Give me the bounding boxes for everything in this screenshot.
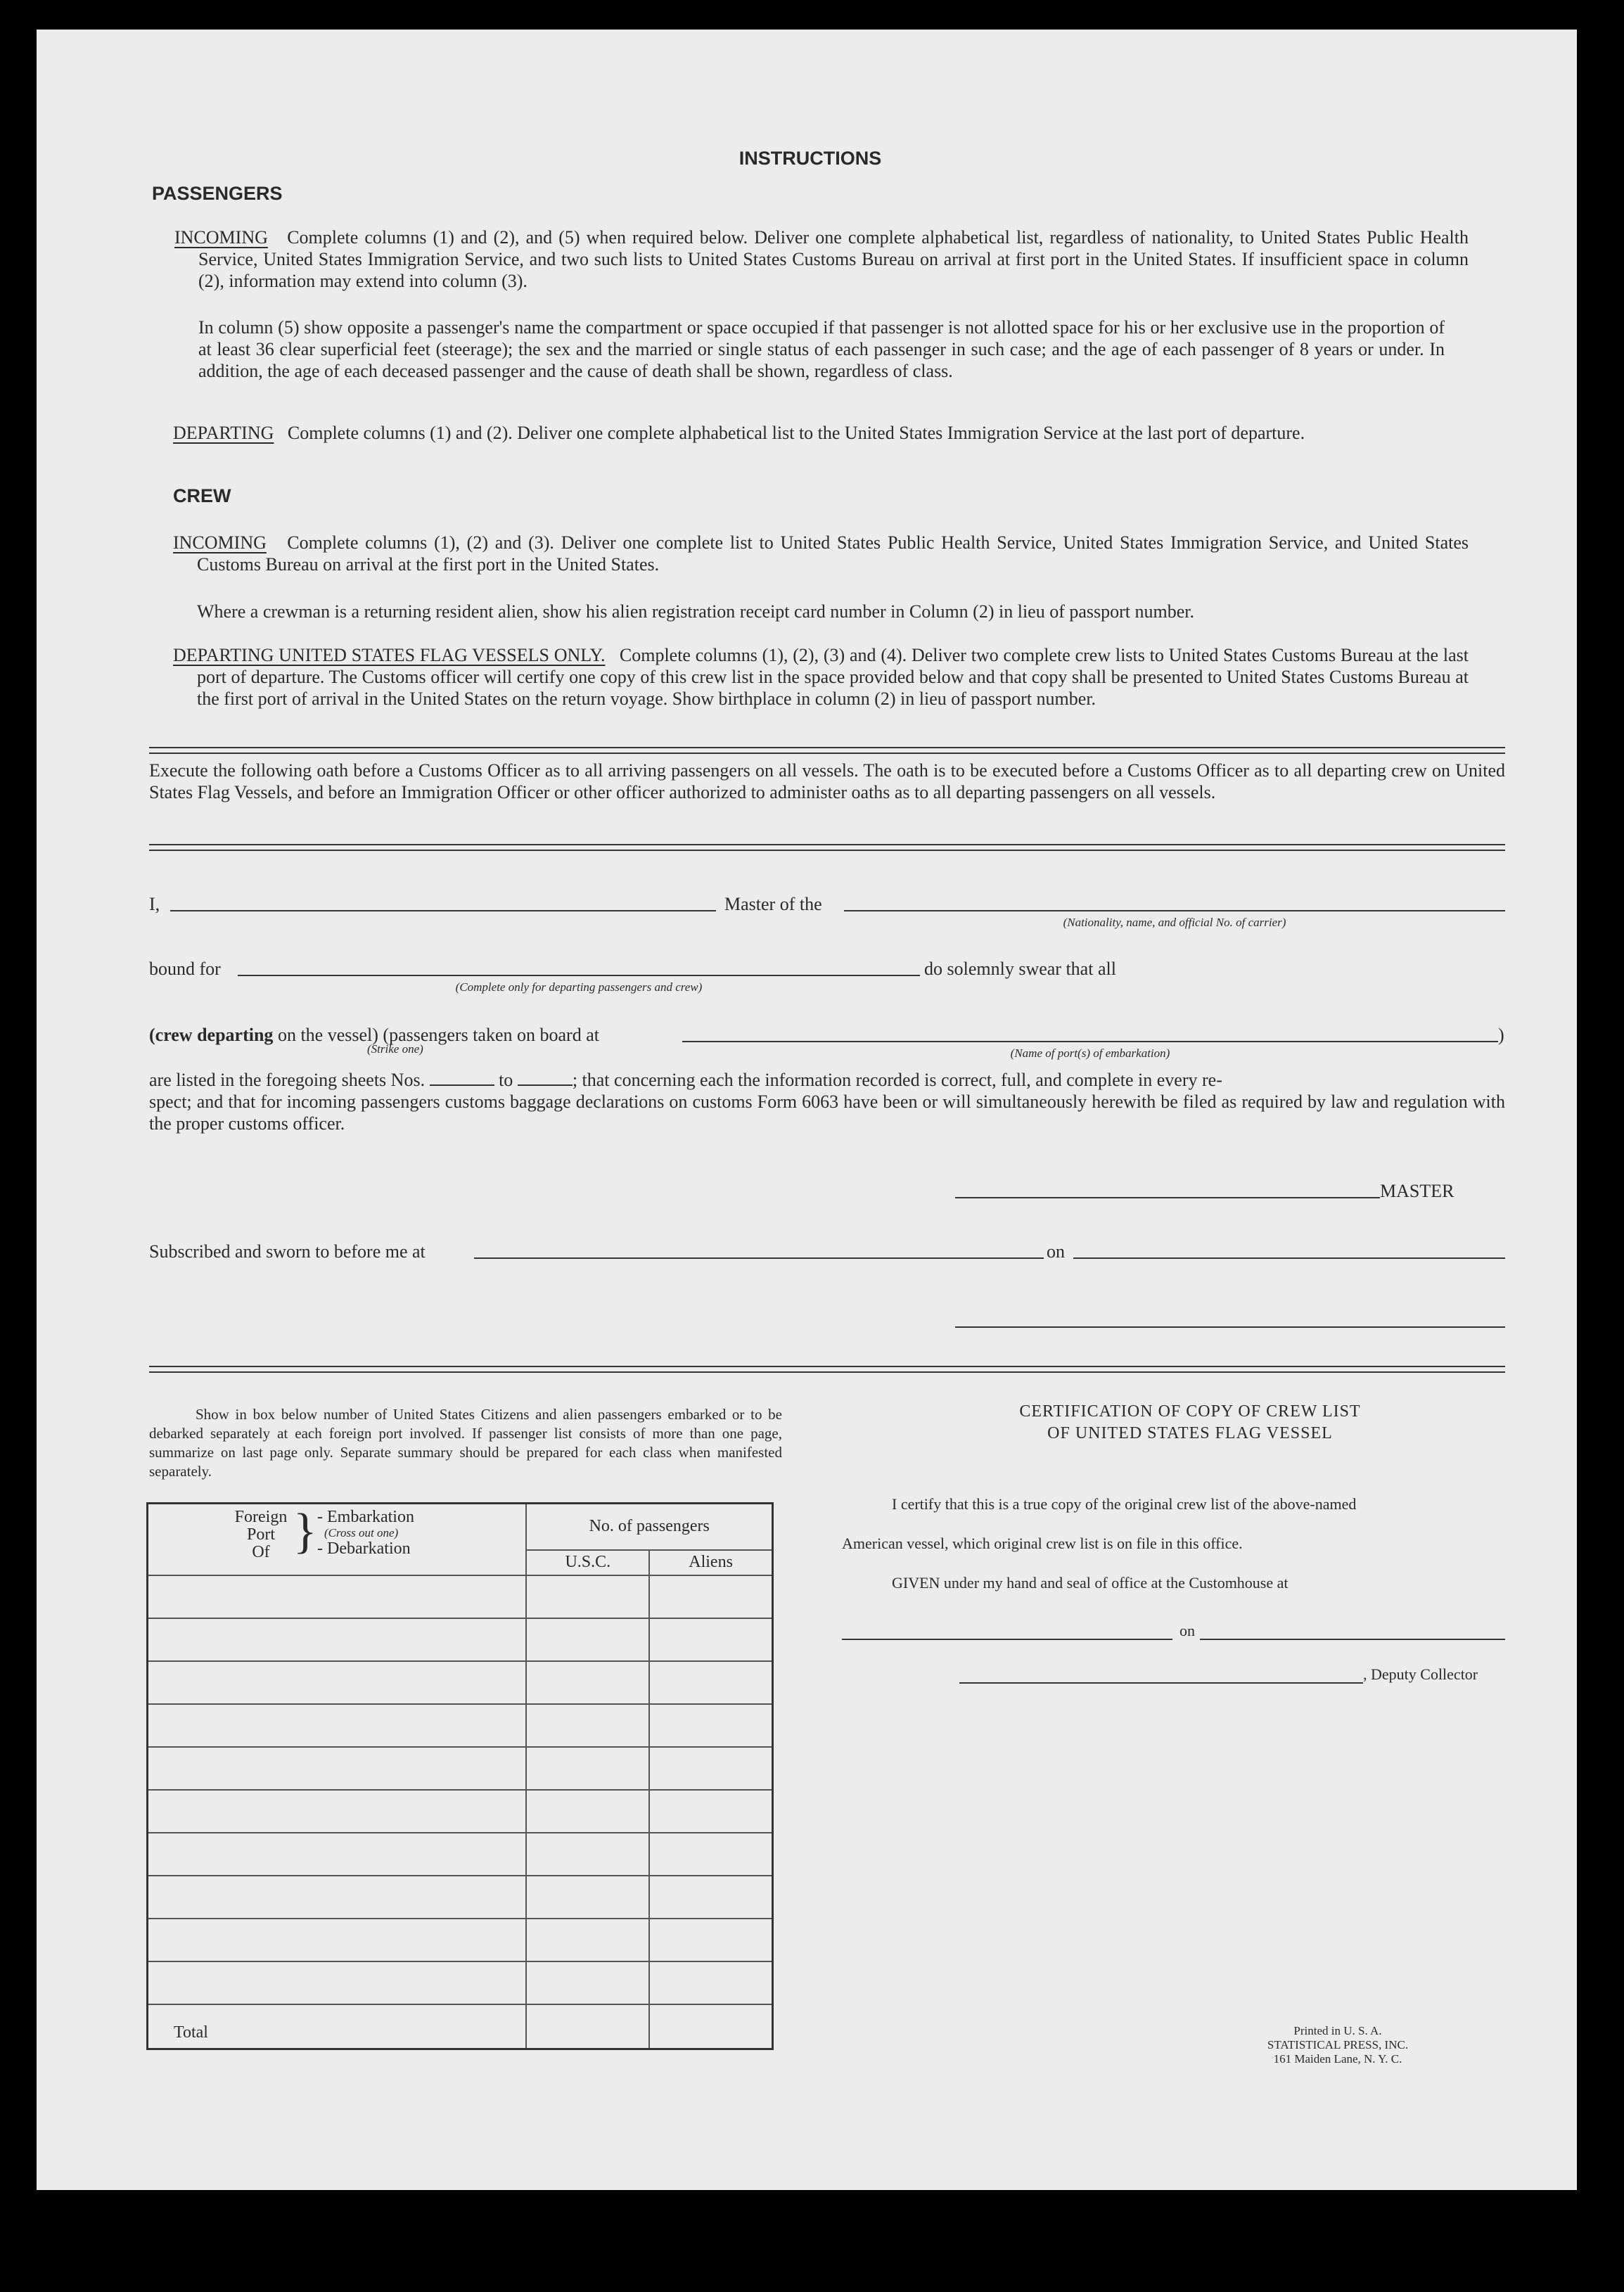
certification-title — [867, 1401, 1514, 1445]
embarkation-note: (Name of port(s) of embarkation) — [1010, 1046, 1170, 1060]
crew-heading: CREW — [173, 485, 231, 506]
aliens-cell[interactable] — [649, 1876, 772, 1919]
total-label: Total — [148, 2004, 527, 2049]
instructions-title: INSTRUCTIONS — [739, 148, 882, 169]
aliens-cell[interactable] — [649, 1575, 772, 1618]
table-row — [148, 1790, 773, 1833]
printer-line-3: 161 Maiden Lane, N. Y. C. — [1273, 2052, 1402, 2066]
master-label: MASTER — [1380, 1181, 1454, 1201]
form-page — [37, 30, 1577, 2190]
no-of-passengers-header: No. of passengers — [526, 1504, 772, 1550]
passenger-summary-table — [146, 1502, 774, 2050]
port-cell[interactable] — [148, 1919, 527, 1961]
subscribed-place-field[interactable] — [474, 1257, 1044, 1259]
crew-departing-label: DEPARTING UNITED STATES FLAG VESSELS ONLY. — [173, 645, 606, 665]
of-label: Of — [252, 1543, 270, 1561]
oath-intro: Execute the following oath before a Customs Officer as to all arriving passengers on all vessels. The oath is to be executed before a Customs Officer as to all departing crew on United States Flag Vessels, and before an Immigration Officer or other officer authorized to administer oaths as to all departing passengers on all vessels. — [149, 760, 1505, 802]
passengers-heading: PASSENGERS — [152, 183, 283, 204]
aliens-cell[interactable] — [649, 1618, 772, 1661]
debarkation-option[interactable]: - Debarkation — [317, 1539, 411, 1558]
aliens-cell[interactable] — [649, 1961, 772, 2004]
crew-incoming-paragraph — [173, 532, 1469, 575]
certification-line-1: I certify that this is a true copy of the original crew list of the above-named — [892, 1495, 1357, 1513]
crew-incoming-text: Complete columns (1), (2) and (3). Deliver one complete list to United States Public Health Service, United States Immigration Service, and United States Customs Bureau on arrival at the first port in the United States. — [197, 532, 1469, 575]
table-row — [148, 1661, 773, 1704]
listed-text-1: are listed in the foregoing sheets Nos. — [149, 1070, 426, 1090]
passengers-incoming-label: INCOMING — [174, 227, 268, 248]
certification-line-2: American vessel, which original crew list is on file in this office. — [842, 1535, 1243, 1552]
aliens-cell[interactable] — [649, 1790, 772, 1833]
sheet-from-field[interactable] — [430, 1084, 494, 1086]
passengers-departing-text: Complete columns (1) and (2). Deliver one complete alphabetical list to the United States Immigration Service at the last port of departure. — [287, 423, 1305, 443]
oath-i-label: I, — [149, 894, 160, 914]
crew-alien-paragraph: Where a crewman is a returning resident alien, show his alien registration receipt card number in Column (2) in lieu of passport number. — [197, 601, 1195, 622]
divider-oath — [149, 844, 1505, 851]
certification-on-label: on — [1179, 1622, 1195, 1639]
listed-text-3: spect; and that for incoming passengers customs baggage declarations on customs Form 6063 have been or will simultaneously herewith be filed as required by law and regulation with the proper customs officer. — [149, 1091, 1505, 1134]
summary-instructions: Show in box below number of United States Citizens and alien passengers embarked or to be debarked separately at each foreign port involved. If passenger list consists of more than one page, summarize on last page only. Separate summary should be prepared for each class when manifested separately. — [149, 1406, 782, 1480]
aliens-cell[interactable] — [649, 1704, 772, 1747]
swear-text: do solemnly swear that all — [924, 959, 1116, 979]
printer-imprint — [1232, 2024, 1443, 2066]
crew-incoming-label: INCOMING — [173, 532, 267, 553]
table-row — [148, 1575, 773, 1618]
carrier-field[interactable] — [844, 910, 1505, 911]
embarkation-port-field[interactable] — [682, 1041, 1498, 1042]
table-row — [148, 1961, 773, 2004]
port-cell[interactable] — [148, 1575, 527, 1618]
brace-glyph: } — [293, 1504, 317, 1558]
usc-cell[interactable] — [526, 1876, 649, 1919]
aliens-cell[interactable] — [649, 1833, 772, 1876]
table-row — [148, 1618, 773, 1661]
table-row — [148, 1919, 773, 1961]
listed-text-2: ; that concerning each the information recorded is correct, full, and complete in every re- — [572, 1070, 1222, 1090]
aliens-cell[interactable] — [649, 1661, 772, 1704]
printer-line-1: Printed in U. S. A. — [1293, 2024, 1382, 2037]
passengers-taken-option[interactable]: (passengers taken on board at — [383, 1025, 599, 1045]
usc-cell[interactable] — [526, 1661, 649, 1704]
subscribed-label: Subscribed and sworn to before me at — [149, 1241, 426, 1262]
usc-cell[interactable] — [526, 1961, 649, 2004]
certification-line-3: GIVEN under my hand and seal of office at the Customhouse at — [892, 1574, 1289, 1592]
aliens-cell[interactable] — [649, 1919, 772, 1961]
certification-date-field[interactable] — [1200, 1639, 1505, 1640]
port-cell[interactable] — [148, 1661, 527, 1704]
table-row — [148, 1747, 773, 1790]
bound-for-note: (Complete only for departing passengers and crew) — [455, 980, 703, 994]
listed-line-1 — [149, 1069, 1222, 1091]
aliens-cell[interactable] — [649, 1747, 772, 1790]
on-the-vessel: on the vessel) — [277, 1025, 378, 1045]
crew-departing-option[interactable]: (crew departing — [149, 1025, 274, 1045]
sheet-to-field[interactable] — [518, 1084, 573, 1086]
table-row — [148, 1833, 773, 1876]
total-row — [148, 2004, 773, 2049]
deputy-collector-signature-field[interactable] — [959, 1682, 1363, 1684]
subscribed-date-field[interactable] — [1073, 1257, 1505, 1259]
passengers-departing-paragraph — [173, 422, 1469, 444]
port-cell[interactable] — [148, 1876, 527, 1919]
table-row — [148, 1876, 773, 1919]
crew-departing-paragraph — [173, 644, 1469, 710]
usc-cell[interactable] — [526, 1833, 649, 1876]
crew-departing-text: Complete columns (1), (2), (3) and (4). Deliver two complete crew lists to United States Customs Bureau at the last port of departure. The Customs officer will certify one copy of this crew list in the space provided below and that copy shall be presented to United States Customs Bureau at the first port of arrival in the United States on the return voyage. Show birthplace in column (2) in lieu of passport number. — [197, 645, 1469, 709]
usc-cell[interactable] — [526, 1790, 649, 1833]
port-cell[interactable] — [148, 1833, 527, 1876]
embarkation-option[interactable]: - Embarkation — [317, 1508, 414, 1526]
usc-total-cell[interactable] — [526, 2004, 649, 2049]
usc-cell[interactable] — [526, 1618, 649, 1661]
printer-line-2: STATISTICAL PRESS, INC. — [1267, 2038, 1409, 2051]
passengers-departing-label: DEPARTING — [173, 423, 274, 443]
usc-cell[interactable] — [526, 1747, 649, 1790]
strike-one-note: (Strike one) — [367, 1042, 423, 1056]
usc-cell[interactable] — [526, 1919, 649, 1961]
certification-title-line-1: CERTIFICATION OF COPY OF CREW LIST — [1019, 1402, 1361, 1421]
divider-bottom — [149, 1366, 1505, 1373]
certification-title-line-2: OF UNITED STATES FLAG VESSEL — [1047, 1424, 1333, 1442]
master-of-the-label: Master of the — [724, 894, 822, 914]
usc-cell[interactable] — [526, 1575, 649, 1618]
officer-signature-field[interactable] — [955, 1326, 1505, 1328]
bound-for-label: bound for — [149, 959, 221, 979]
port-cell[interactable] — [148, 1790, 527, 1833]
listed-to: to — [499, 1070, 513, 1090]
master-name-field[interactable] — [170, 910, 716, 911]
port-cell[interactable] — [148, 1618, 527, 1661]
aliens-header: Aliens — [649, 1550, 772, 1575]
passengers-column5-paragraph: In column (5) show opposite a passenger's name the compartment or space occupied if that passenger is not allotted space for his or her exclusive use in the proportion of at least 36 clear superficial feet (steerage); the sex and the married or single status of each passenger in such case; and the age of each passenger of 8 years or under. In addition, the age of each deceased passenger and the cause of death shall be shown, regardless of class. — [198, 317, 1445, 381]
carrier-note: (Nationality, name, and official No. of carrier) — [1063, 916, 1286, 929]
subscribed-on-label: on — [1047, 1241, 1065, 1262]
bound-for-field[interactable] — [238, 975, 920, 976]
divider-top — [149, 747, 1505, 754]
deputy-collector-label: , Deputy Collector — [1363, 1665, 1478, 1683]
port-cell[interactable] — [148, 1747, 527, 1790]
usc-cell[interactable] — [526, 1704, 649, 1747]
table-row — [148, 1704, 773, 1747]
foreign-port-header — [148, 1504, 527, 1575]
aliens-total-cell[interactable] — [649, 2004, 772, 2049]
passengers-incoming-paragraph — [174, 226, 1469, 292]
port-cell[interactable] — [148, 1704, 527, 1747]
close-paren: ) — [1498, 1025, 1504, 1045]
usc-header: U.S.C. — [526, 1550, 649, 1575]
foreign-label: Foreign — [234, 1508, 288, 1526]
port-cell[interactable] — [148, 1961, 527, 2004]
passengers-incoming-text: Complete columns (1) and (2), and (5) when required below. Deliver one complete alphabetical list, regardless of nationality, to United States Public Health Service, United States Immigration Service, and two such lists to United States Customs Bureau on arrival at first port in the United States. If insufficient space in column (2), information may extend into column (3). — [198, 227, 1469, 291]
customhouse-field[interactable] — [842, 1639, 1172, 1640]
cross-out-note: (Cross out one) — [324, 1526, 399, 1539]
master-signature-field[interactable] — [955, 1197, 1380, 1198]
port-label: Port — [246, 1525, 275, 1544]
